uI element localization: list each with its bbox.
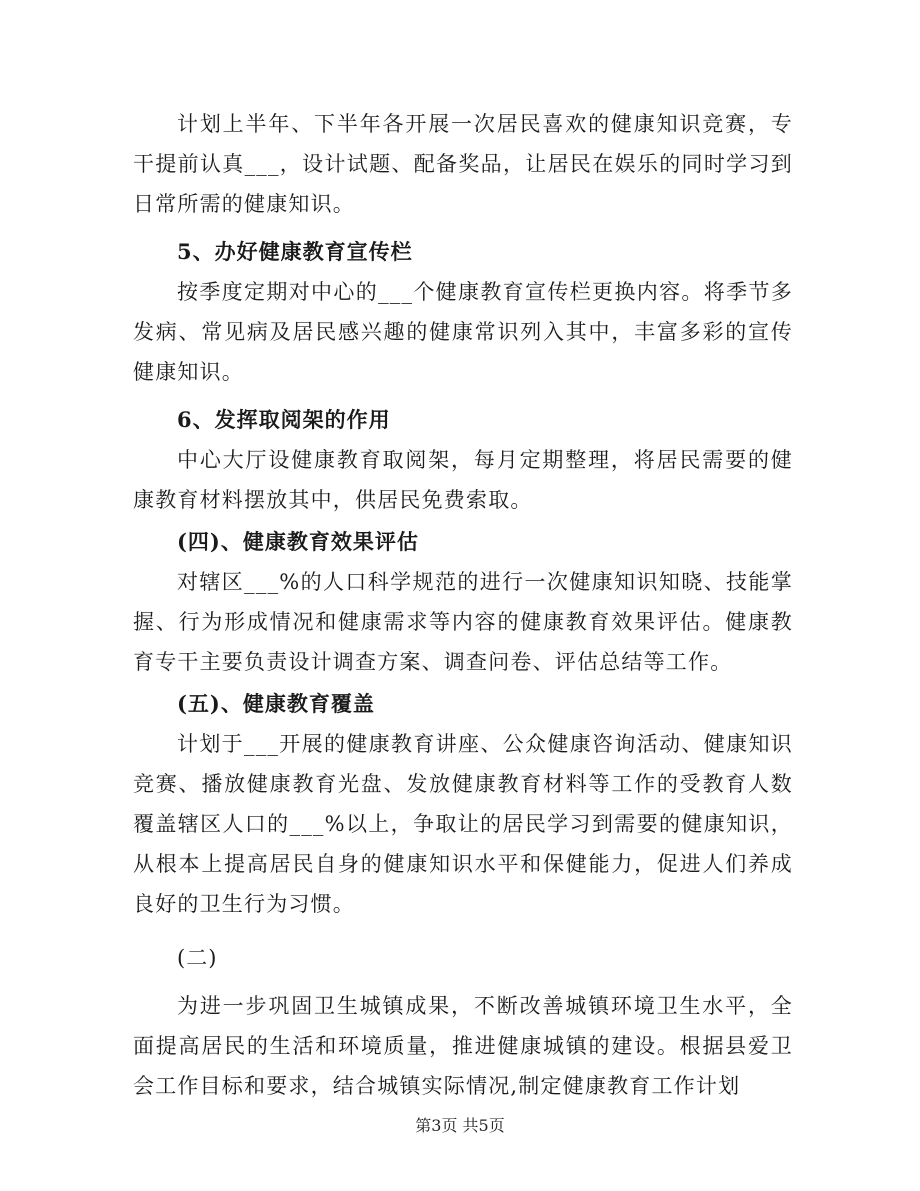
paragraph-bulletin-board: 按季度定期对中心的___个健康教育宣传栏更换内容。将季节多发病、常见病及居民感兴趣的健康常识列入其中，丰富多彩的宣传健康知识。: [133, 280, 793, 384]
heading-bulletin-board: 5、办好健康教育宣传栏: [177, 239, 413, 264]
heading-coverage: (五)、健康教育覆盖: [177, 691, 375, 716]
heading-section-two: (二): [177, 946, 218, 970]
paragraph-coverage: 计划于___开展的健康教育讲座、公众健康咨询活动、健康知识竞赛、播放健康教育光盘、发放健康教育材料等工作的受教育人数覆盖辖区人口的___%以上，争取让的居民学习到需要的健康知识，从根本上提高居民自身的健康知识水平和保健能力，促进人们养成良好的卫生行为习惯。: [133, 732, 793, 916]
paragraph-evaluation: 对辖区___%的人口科学规范的进行一次健康知识知晓、技能掌握、行为形成情况和健康需求等内容的健康教育效果评估。健康教育专干主要负责设计调查方案、调查问卷、评估总结等工作。: [133, 570, 793, 674]
heading-reading-rack: 6、发挥取阅架的作用: [177, 407, 391, 432]
paragraph-section-two: 为进一步巩固卫生城镇成果，不断改善城镇环境卫生水平，全面提高居民的生活和环境质量，推进健康城镇的建设。根据县爱卫会工作目标和要求，结合城镇实际情况,制定健康教育工作计划: [133, 994, 793, 1098]
paragraph-reading-rack: 中心大厅设健康教育取阅架，每月定期整理，将居民需要的健康教育材料摆放其中，供居民免费索取。: [133, 448, 793, 512]
heading-evaluation: (四)、健康教育效果评估: [177, 529, 419, 554]
page-number-footer: 第3页 共5页: [415, 1116, 505, 1135]
paragraph-competition: 计划上半年、下半年各开展一次居民喜欢的健康知识竞赛，专干提前认真___，设计试题、配备奖品，让居民在娱乐的同时学习到日常所需的健康知识。: [133, 112, 793, 216]
document-body: [133, 104, 793, 1106]
